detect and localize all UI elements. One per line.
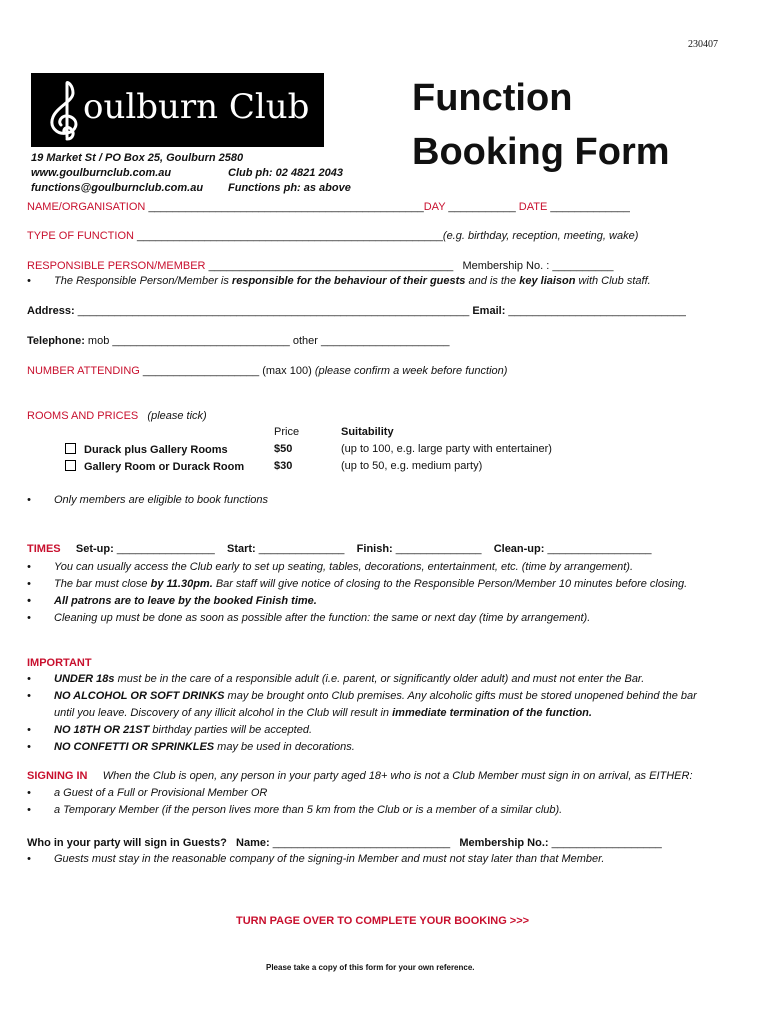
telephone-label: Telephone: bbox=[27, 335, 85, 347]
membership-number-field[interactable]: __________ bbox=[552, 260, 614, 272]
important-bullet bbox=[54, 741, 355, 753]
number-attending-label: NUMBER ATTENDING bbox=[27, 365, 140, 377]
room-name: Gallery Room or Durack Room bbox=[84, 461, 245, 473]
confirm-note: (please confirm a week before function) bbox=[314, 365, 508, 377]
copy-note: Please take a copy of this form for your own reference. bbox=[266, 963, 475, 972]
room-option-gallery-or-durack[interactable] bbox=[65, 460, 244, 473]
start-label: Start: bbox=[226, 543, 256, 555]
room-price: $30 bbox=[274, 460, 293, 472]
club-phone: Club ph: 02 4821 2043 bbox=[228, 167, 343, 179]
important-bold: immediate termination of the function. bbox=[392, 707, 592, 719]
responsible-note-bold: key liaison bbox=[519, 275, 576, 287]
times-bullet: • Cleaning up must be done as soon as possible after the function: the same or next day (time by arrangement). bbox=[54, 612, 590, 624]
club-email: functions@goulburnclub.com.au bbox=[31, 182, 204, 194]
important-bold: UNDER 18s bbox=[54, 673, 115, 685]
important-bullet bbox=[54, 724, 312, 736]
mobile-label: mob bbox=[84, 335, 113, 347]
important-bold: NO CONFETTI OR SPRINKLES bbox=[54, 741, 215, 753]
times-row bbox=[27, 543, 652, 555]
bar-close-text: The bar must close bbox=[54, 578, 151, 590]
rooms-hint: (please tick) bbox=[147, 410, 207, 422]
cleanup-label: Clean-up: bbox=[493, 543, 545, 555]
number-attending-field[interactable]: ___________________ bbox=[142, 365, 260, 377]
signing-in-bullet: • Guests must stay in the reasonable company of the signing-in Member and must not stay later than that Member. bbox=[54, 853, 604, 865]
responsible-person-field[interactable]: ________________________________________ bbox=[208, 260, 454, 272]
signing-in-bullet: • a Temporary Member (if the person lives more than 5 km from the Club or is a member of a similar club). bbox=[54, 804, 562, 816]
setup-field[interactable]: ________________ bbox=[116, 543, 215, 555]
start-field[interactable]: ______________ bbox=[258, 543, 345, 555]
checkbox[interactable] bbox=[65, 460, 76, 471]
date-label: DATE bbox=[518, 201, 548, 213]
max-attending-note: (max 100) bbox=[262, 365, 312, 377]
price-column-header: Price bbox=[274, 426, 300, 438]
room-name: Durack plus Gallery Rooms bbox=[84, 444, 228, 456]
signer-name-label: Name: bbox=[236, 837, 270, 849]
responsible-note bbox=[54, 275, 651, 287]
name-organisation-label: NAME/ORGANISATION bbox=[27, 201, 146, 213]
other-phone-field[interactable]: _____________________ bbox=[320, 335, 450, 347]
signer-name-field[interactable]: _____________________________ bbox=[272, 837, 451, 849]
page-title-line1: Function bbox=[412, 77, 573, 119]
email-field[interactable]: _____________________________ bbox=[508, 305, 686, 317]
date-field[interactable]: _____________ bbox=[550, 201, 630, 213]
functions-phone: Functions ph: as above bbox=[228, 182, 351, 194]
responsible-person-row bbox=[27, 260, 614, 272]
responsible-note-text: and is the bbox=[465, 275, 520, 287]
name-organisation-row bbox=[27, 201, 630, 213]
address-label: Address: bbox=[27, 305, 75, 317]
guest-signing-row bbox=[27, 837, 662, 849]
bar-close-time: by 11.30pm. bbox=[150, 578, 213, 590]
rooms-heading: ROOMS AND PRICES bbox=[27, 410, 139, 422]
important-bold: NO 18TH OR 21ST bbox=[54, 724, 150, 736]
turn-page-notice: TURN PAGE OVER TO COMPLETE YOUR BOOKING >>> bbox=[236, 915, 530, 927]
email-label: Email: bbox=[472, 305, 506, 317]
responsible-note-bold: responsible for the behaviour of their guests bbox=[231, 275, 466, 287]
suitability-column-header: Suitability bbox=[341, 426, 394, 438]
page-title-line2: Booking Form bbox=[412, 131, 670, 173]
other-phone-label: other bbox=[289, 335, 321, 347]
finish-field[interactable]: ______________ bbox=[395, 543, 482, 555]
name-organisation-field[interactable]: _____________________________________________ bbox=[148, 201, 424, 213]
day-label: DAY bbox=[423, 201, 446, 213]
times-bullet: • All patrons are to leave by the booked Finish time. bbox=[54, 595, 317, 607]
signer-membership-field[interactable]: __________________ bbox=[551, 837, 662, 849]
important-bullet bbox=[54, 673, 644, 685]
important-text: until you leave. Discovery of any illicit alcohol in the Club will result in bbox=[54, 707, 393, 719]
cleanup-field[interactable]: _________________ bbox=[547, 543, 652, 555]
type-of-function-hint: (e.g. birthday, reception, meeting, wake) bbox=[442, 230, 639, 242]
type-of-function-field[interactable]: __________________________________________________ bbox=[137, 230, 443, 242]
important-text: must be in the care of a responsible adult (i.e. parent, or significantly older adult) and must not enter the Bar. bbox=[114, 673, 645, 685]
who-signs-label: Who in your party will sign in Guests? bbox=[27, 837, 227, 849]
number-attending-row bbox=[27, 365, 507, 377]
document-id: 230407 bbox=[688, 39, 718, 50]
logo-wordmark: oulburn Club bbox=[83, 87, 310, 127]
club-address-line1: 19 Market St / PO Box 25, Goulburn 2580 bbox=[31, 152, 244, 164]
room-option-durack-gallery[interactable] bbox=[65, 443, 228, 456]
signing-in-heading: SIGNING IN bbox=[27, 770, 88, 782]
checkbox[interactable] bbox=[65, 443, 76, 454]
club-website: www.goulburnclub.com.au bbox=[31, 167, 172, 179]
day-field[interactable]: ___________ bbox=[448, 201, 516, 213]
room-suitability: (up to 50, e.g. medium party) bbox=[341, 460, 483, 472]
responsible-note-text: The Responsible Person/Member is bbox=[54, 275, 232, 287]
responsible-person-label: RESPONSIBLE PERSON/MEMBER bbox=[27, 260, 206, 272]
type-of-function-label: TYPE OF FUNCTION bbox=[27, 230, 134, 242]
important-bullet bbox=[54, 690, 697, 702]
goulburn-club-logo bbox=[31, 73, 324, 147]
signing-in-intro: When the Club is open, any person in your party aged 18+ who is not a Club Member must sign in on arrival, as EITHER: bbox=[102, 770, 693, 782]
times-heading: TIMES bbox=[27, 543, 61, 555]
important-bold: NO ALCOHOL OR SOFT DRINKS bbox=[54, 690, 225, 702]
responsible-note-text: with Club staff. bbox=[575, 275, 651, 287]
address-field[interactable]: ________________________________________________________________ bbox=[77, 305, 470, 317]
times-bullet: • You can usually access the Club early to set up seating, tables, decorations, entertainment, etc. (time by arrangement). bbox=[54, 561, 633, 573]
telephone-row bbox=[27, 335, 449, 347]
members-only-note: • Only members are eligible to book functions bbox=[54, 494, 268, 506]
mobile-field[interactable]: _____________________________ bbox=[112, 335, 290, 347]
signing-in-row bbox=[27, 770, 693, 782]
rooms-heading-row bbox=[27, 410, 207, 422]
membership-number-label: Membership No. : bbox=[462, 260, 550, 272]
room-suitability: (up to 100, e.g. large party with entertainer) bbox=[341, 443, 552, 455]
signing-in-bullet: • a Guest of a Full or Provisional Member OR bbox=[54, 787, 267, 799]
important-text: birthday parties will be accepted. bbox=[149, 724, 313, 736]
important-heading: IMPORTANT bbox=[27, 657, 92, 669]
room-price: $50 bbox=[274, 443, 293, 455]
times-bullet bbox=[54, 578, 687, 590]
important-text: may be used in decorations. bbox=[214, 741, 355, 753]
address-email-row bbox=[27, 305, 686, 317]
signer-membership-label: Membership No.: bbox=[459, 837, 549, 849]
setup-label: Set-up: bbox=[75, 543, 114, 555]
important-text: may be brought onto Club premises. Any alcoholic gifts must be stored unopened behind the bar bbox=[224, 690, 697, 702]
finish-label: Finish: bbox=[356, 543, 393, 555]
bar-close-text: Bar staff will give notice of closing to the Responsible Person/Member 10 minutes before closing. bbox=[212, 578, 688, 590]
type-of-function-row bbox=[27, 230, 638, 242]
important-continuation bbox=[54, 707, 592, 719]
